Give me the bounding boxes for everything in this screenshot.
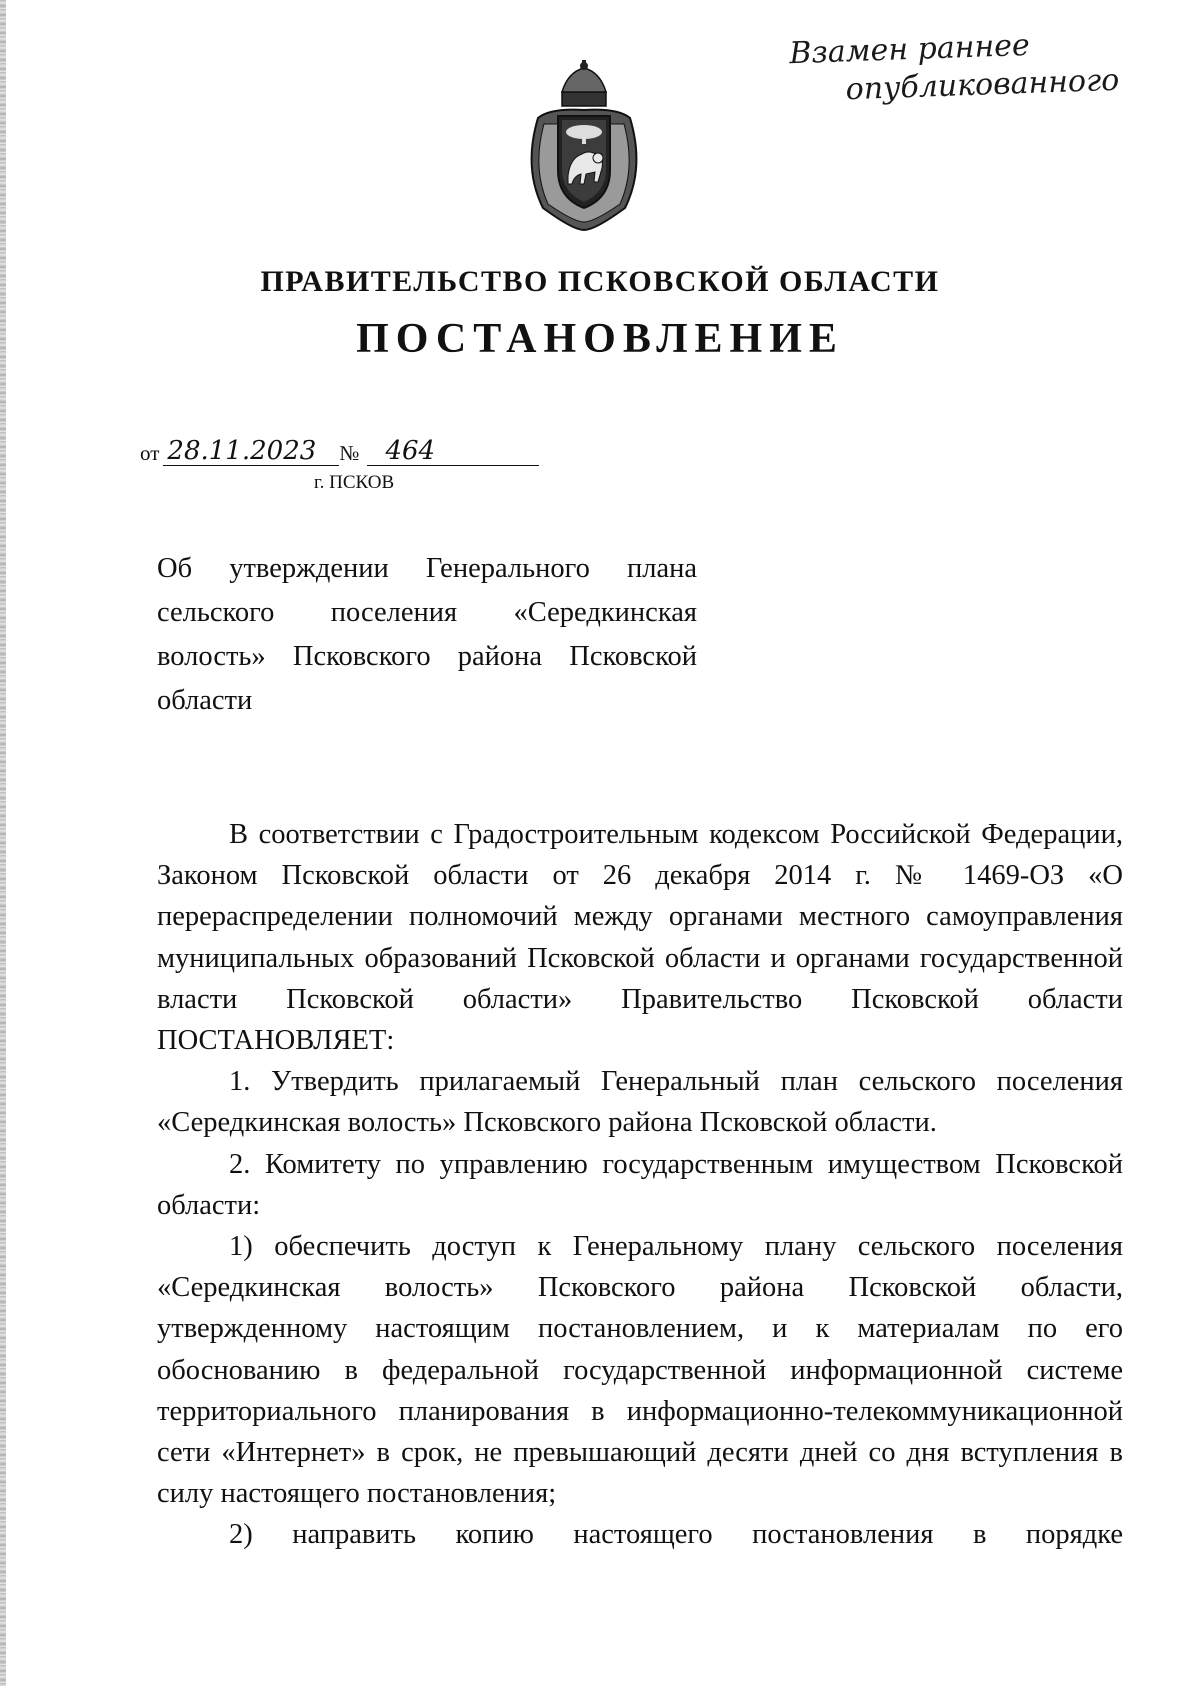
handwritten-date: 28.11.2023 — [163, 437, 339, 466]
document-subject: Об утверждении Генерального плана сельского поселения «Середкинская волость» Псковского района Псковской области — [157, 553, 697, 716]
body-paragraph: В соответствии с Градостроительным кодексом Российской Федерации, Законом Псковской области от 26 декабря 2014 г. № 1469-ОЗ «О перераспределении полномочий между органами местного самоуправления муниципальных образований Псковской области и органами государственной власти Псковской области» Правительство Псковской области ПОСТАНОВЛЯЕТ: — [157, 819, 1123, 1057]
handwritten-note-line1: Взамен раннее — [788, 27, 1031, 72]
scan-edge — [0, 0, 6, 1686]
date-number-line — [140, 437, 539, 466]
pskov-coat-of-arms-icon — [518, 58, 650, 233]
organization-title: ПРАВИТЕЛЬСТВО ПСКОВСКОЙ ОБЛАСТИ — [260, 265, 940, 298]
body-paragraph: 2. Комитету по управлению государственным имуществом Псковской области: — [157, 1148, 1123, 1221]
handwritten-number: 464 — [367, 437, 539, 466]
city-label: г. ПСКОВ — [314, 472, 395, 493]
body-paragraph: 2) направить копию настоящего постановления в порядке — [229, 1519, 1123, 1551]
document-type-title: ПОСТАНОВЛЕНИЕ — [356, 316, 844, 362]
date-prefix: от — [140, 441, 160, 465]
handwritten-note — [788, 25, 1120, 111]
document-body — [157, 814, 1123, 1556]
handwritten-note-line2: опубликованного — [845, 62, 1120, 108]
body-paragraph: 1) обеспечить доступ к Генеральному плану сельского поселения «Середкинская волость» Псковского района Псковской области, утвержденному настоящим постановлением, и к материалам по его обоснованию в федеральной государственной информационной системе территориального планирования в информационно-телекоммуникационной сети «Интернет» в срок, не превышающий десяти дней со дня вступления в силу настоящего постановления; — [157, 1231, 1123, 1510]
number-label: № — [339, 441, 360, 465]
body-paragraph: 1. Утвердить прилагаемый Генеральный план сельского поселения «Середкинская волость» Псковского района Псковской области. — [157, 1066, 1123, 1139]
